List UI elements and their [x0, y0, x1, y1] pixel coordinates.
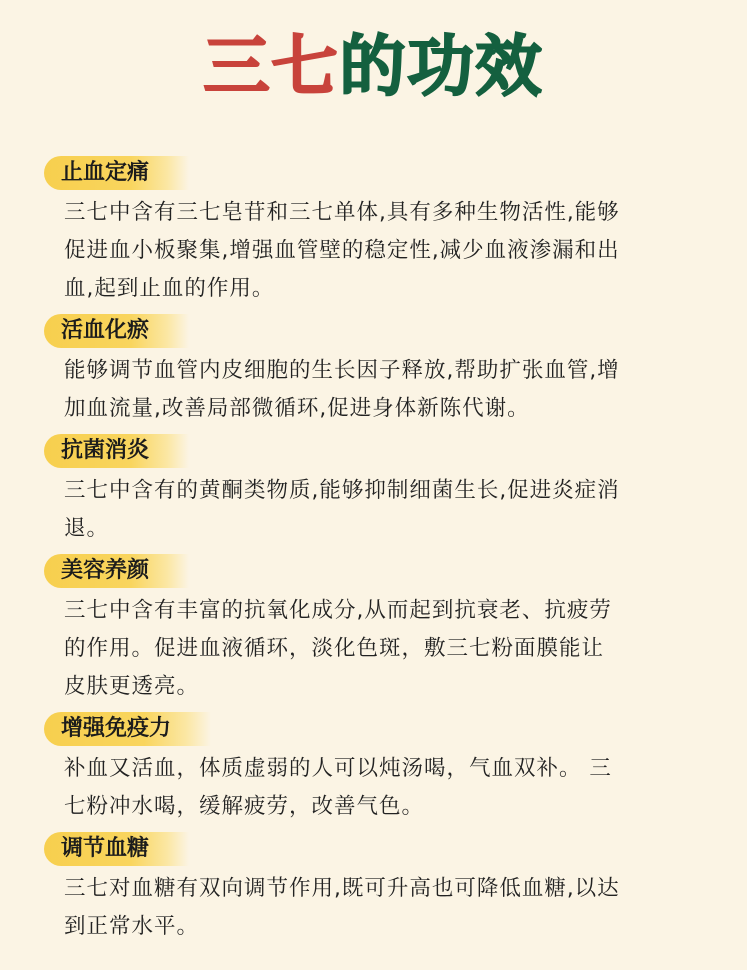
section-body — [64, 472, 704, 548]
section-antibacterial — [44, 428, 704, 548]
body-line: 血,起到止血的作用。 — [64, 276, 275, 301]
section-heading: 止血定痛 — [44, 156, 189, 190]
section-beauty — [44, 548, 704, 706]
body-line: 三七中含有丰富的抗氧化成分,从而起到抗衰老、抗疲劳 — [64, 598, 612, 623]
section-body — [64, 352, 704, 428]
body-line: 促进血小板聚集,增强血管壁的稳定性,减少血液渗漏和出 — [64, 238, 620, 263]
body-line: 三七中含有三七皂苷和三七单体,具有多种生物活性,能够 — [64, 200, 620, 225]
body-line: 三七中含有的黄酮类物质,能够抑制细菌生长,促进炎症消 — [64, 478, 620, 503]
title-part-red: 三七 — [203, 28, 340, 105]
section-body — [64, 194, 704, 308]
section-heading: 增强免疫力 — [44, 712, 211, 746]
section-circulation — [44, 308, 704, 428]
section-stop-bleeding — [44, 150, 704, 308]
body-line: 能够调节血管内皮细胞的生长因子释放,帮助扩张血管,增 — [64, 358, 620, 383]
section-heading: 活血化瘀 — [44, 314, 189, 348]
body-line: 七粉冲水喝，缓解疲劳，改善气色。 — [64, 794, 425, 819]
title-part-green: 的功效 — [339, 28, 544, 105]
body-line: 退。 — [64, 516, 110, 541]
body-line: 皮肤更透亮。 — [64, 674, 200, 699]
body-line: 到正常水平。 — [64, 914, 200, 939]
section-immunity — [44, 706, 704, 826]
section-heading: 美容养颜 — [44, 554, 189, 588]
body-line: 补血又活血，体质虚弱的人可以炖汤喝，气血双补。 三 — [64, 756, 612, 781]
section-heading: 调节血糖 — [44, 832, 189, 866]
body-line: 加血流量,改善局部微循环,促进身体新陈代谢。 — [64, 396, 530, 421]
page-title — [0, 22, 747, 112]
section-blood-sugar — [44, 826, 704, 946]
section-body — [64, 870, 704, 946]
content-area — [44, 150, 704, 946]
section-body — [64, 592, 704, 706]
section-body — [64, 750, 704, 826]
body-line: 三七对血糖有双向调节作用,既可升高也可降低血糖,以达 — [64, 876, 620, 901]
body-line: 的作用。促进血液循环，淡化色斑，敷三七粉面膜能让 — [64, 636, 605, 661]
section-heading: 抗菌消炎 — [44, 434, 189, 468]
